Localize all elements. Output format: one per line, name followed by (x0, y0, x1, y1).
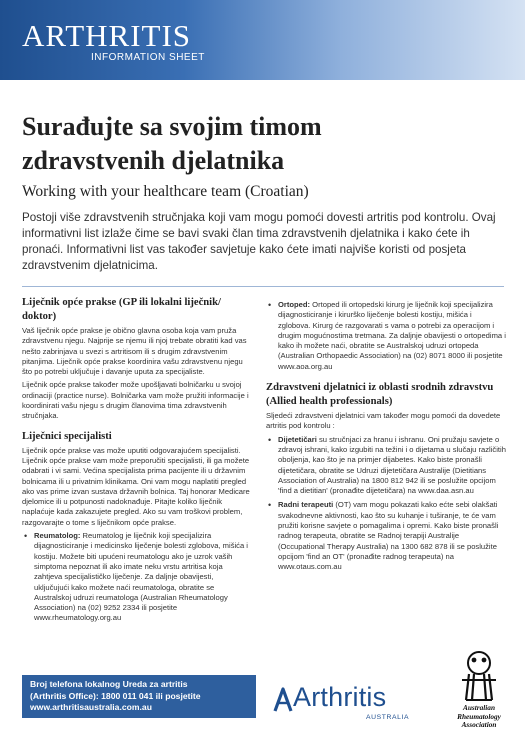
arthritis-logo-text: Arthritis (293, 682, 387, 712)
contact-suffix: ili posjetite (153, 690, 201, 701)
specialists-heading: Liječnici specijalisti (22, 430, 112, 442)
contact-box (22, 675, 256, 718)
ortoped-list (266, 300, 506, 372)
specialists-paragraph: Liječnik opće prakse vas može uputiti odgovarajućem specijalisti. Liječnik opće prakse vam može preporučiti specijalisti, ili ga možete odabrati i vi sami. Većina specijalista prima pacijente ili u državnim bolnicama ili u privatnim klinikama. Oni vam mogu naplatiti pregled ako vas prime izvan sustava državnih bolnica. Taj honorar Medicare djelomice ili u potpunosti nadoknađuje. Pitajte koliko liječnik naplaćuje kada zakazujete pregled. Ako su vam troškovi problem, razgovarajte o tome s liječnikom opće prakse. (22, 445, 250, 527)
rheumatologist-text: Reumatolog je liječnik koji specijalizira dijagnosticiranje i medicinsko liječenje bolesti zglobova, mišića i kostiju. Možete biti upućeni reumatologu ako je uzrok vaših simptoma nepoznat ili ako imate neku vrstu artritisa koja zahtjeva specijalističko liječenje. Za daljnje obavijesti, uključujući kako možete naći reumatologa, obratite se Australskoj udruzi reumatologa (Australian Rheumatology Association) na (02) 9252 2334 ili posjetite www.rheumatology.org.au (34, 531, 248, 623)
list-item-ortoped (266, 300, 506, 372)
ortoped-term: Ortoped: (278, 300, 311, 309)
allied-list (266, 435, 506, 573)
dietitian-term: Dijetetičari (278, 434, 317, 444)
contact-phone[interactable]: 1800 011 041 (101, 690, 154, 701)
arthritis-logo-mark-icon (271, 687, 295, 713)
specialists-list (22, 531, 250, 624)
rheumatologist-term: Reumatolog: (34, 531, 81, 541)
arthritis-logo-subtext: AUSTRALIA (366, 714, 410, 721)
gp-heading: Liječnik opće prakse (GP ili lokalni liječnik/ doktor) (22, 297, 221, 322)
list-item-rheumatologist (22, 531, 250, 624)
rheumatology-logo-text: Australian Rheumatology Association (457, 703, 501, 729)
page-title: Surađujte sa svojim timom zdravstvenih djelatnika (22, 112, 322, 175)
contact-website-link[interactable]: www.arthritisaustralia.com.au (30, 702, 152, 712)
header-banner (0, 0, 525, 80)
arthritis-australia-logo (271, 682, 411, 727)
left-column (22, 296, 250, 628)
brand-subtitle: INFORMATION SHEET (91, 52, 205, 63)
ot-term: Radni terapeuti (278, 500, 334, 510)
contact-line-2 (30, 691, 248, 703)
allied-intro: Sljedeći zdravstveni djelatnici vam također mogu pomoći da dovedete artritis pod kontrolu : (266, 411, 501, 431)
dietitian-text: su stručnjaci za hranu i ishranu. Oni pružaju savjete o zdravoj ishrani, kako izgubiti na težini i o dijetama u slučaju različitih oboljenja, kao što je na primjer dijabetes. Kako biste pronašli dijetetičara, obratite se Udruzi dijetetičara Australije (Dietitians Association of Australia) na 1800 812 942 ili se poslužite opcijom 'find a dietitian' (pronađite dijetetičara) na www.daa.asn.au (278, 434, 506, 496)
allied-heading: Zdravstveni djelatnici iz oblasti srodnih zdravstvu (Allied health professionals) (266, 382, 494, 408)
brand-title: ARTHRITIS (22, 18, 192, 53)
list-item-dietitian (266, 435, 506, 497)
section-divider (22, 286, 504, 287)
contact-line-1: Broj telefona lokalnog Ureda za artritis (30, 679, 188, 689)
right-column (266, 299, 506, 577)
rheumatology-association-logo (440, 650, 510, 740)
gp-paragraph-1: Vaš liječnik opće prakse je obično glavna osoba koja vam pruža zdravstvenu njegu. Najprije se njemu ili njoj trebate obratiti kad vas nešto zabrinjava u svezi s artritisom ili s drugim zdravstvenim pitanjima. Liječnik opće prakse koordinira vašu zdravstvenu njegu što po potrebi uključuje i davanje uputa za specijaliste. (22, 326, 247, 377)
intro-paragraph: Postoji više zdravstvenih stručnjaka koji vam mogu pomoći dovesti artritis pod kontrolu. Ovaj informativni list izlaže čime se bavi svaki član tima zdravstvenih djelatnika i kako ćete ih pronaći. Informativni list vas također savjetuje kako ćete imati najviše koristi od posjeta zdravstvenim djelatnicima. (22, 211, 496, 272)
ot-text: (OT) vam mogu pokazati kako ećte sebi olakšati svakodnevne aktivnosti, kao što su kuhanje i tuširanje, te će vam pružiti korisne savjete o pomagalima i opremi. Kako biste pronašli radnog terapeuta, obratite se Radnoj terapiji Australije (Occupational Therapy Australia) na 1300 682 878 ili se poslužite opcijom 'find an OT' (pronađite radnog terapeuta) na www.otaus.com.au (278, 500, 499, 572)
contact-label: (Arthritis Office): (30, 690, 102, 701)
gp-paragraph-2: Liječnik opće prakse također može upošljavati bolničarku u svojoj ordinaciji (practice nurse). Bolničarka vam može pružiti informacije i koordinirati vašu njegu s drugim članovima tima zdravstvenih stručnjaka. (22, 380, 249, 421)
list-item-occupational-therapist (266, 500, 506, 572)
page-subtitle: Working with your healthcare team (Croatian) (22, 183, 309, 200)
rheumatology-figures-icon (444, 650, 514, 705)
ortoped-text: Ortoped ili ortopedski kirurg je liječnik koji specijalizira dijagnosticiranje i kirurško liječenje bolesti kostiju, mišića i zglobova. Kirurg će razgovarati s vama o potrebi za operacijom i drugim mogućnostima tretmana. Za daljnje obavijesti o ortopedima i kako ih možete naći, obratite se Australskoj udruzi ortopeda (Australian Orthopaedic Association) na (02) 8071 8000 ili posjetite www.aoa.org.au (278, 300, 506, 371)
